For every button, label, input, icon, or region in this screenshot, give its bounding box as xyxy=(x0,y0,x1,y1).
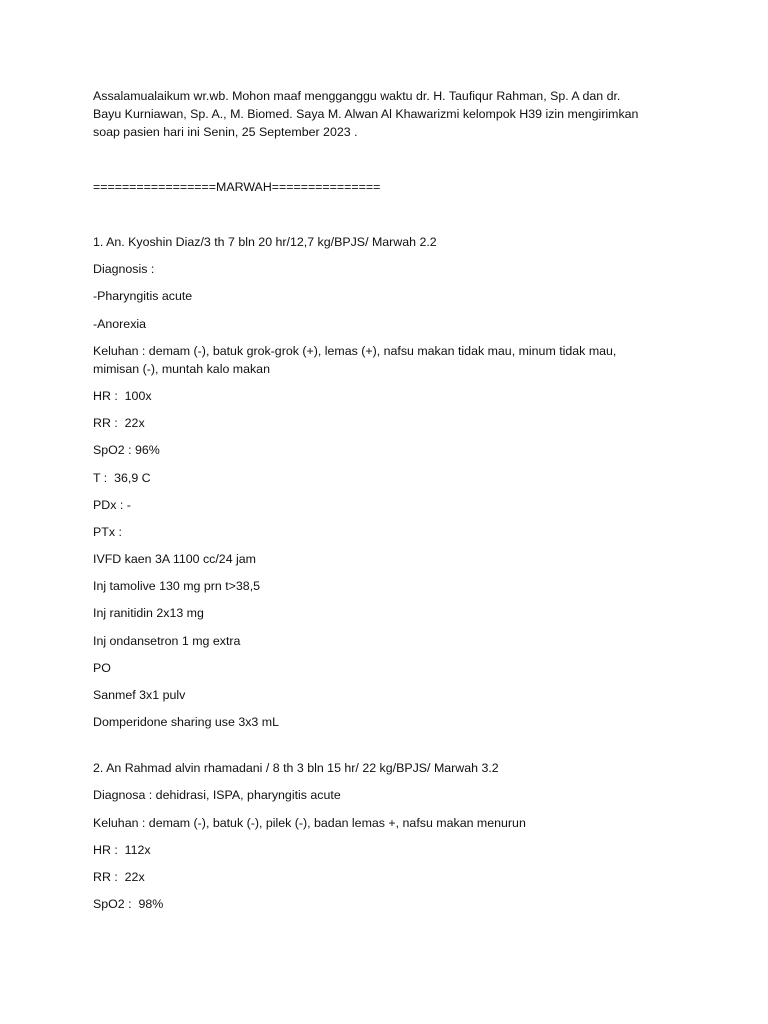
patient-1-line: PDx : - xyxy=(93,497,131,512)
patient-1-header: 1. An. Kyoshin Diaz/3 th 7 bln 20 hr/12,7 kg/BPJS/ Marwah 2.2 xyxy=(93,235,437,249)
patient-1-line: PTx : xyxy=(93,524,122,539)
patient-1-line: -Anorexia xyxy=(93,316,147,331)
patient-2-line: HR : 112x xyxy=(93,842,151,857)
patient-1-line: -Pharyngitis acute xyxy=(93,289,193,304)
patient-1-section xyxy=(93,233,673,731)
patient-1-complaint: Keluhan : demam (-), batuk grok-grok (+), lemas (+), nafsu makan tidak mau, minum tidak mau, mimisan (-), muntah kalo makan xyxy=(93,343,617,376)
intro-paragraph: Assalamualaikum wr.wb. Mohon maaf mengganggu waktu dr. H. Taufiqur Rahman, Sp. A dan dr. Bayu Kurniawan, Sp. A., M. Biomed. Saya M. Alwan Al Khawarizmi kelompok H39 izin mengirimkan soap pasien hari ini Senin, 25 September 2023 . xyxy=(93,89,639,139)
patient-1-line: SpO2 : 96% xyxy=(93,443,160,458)
patient-1-line: Inj ranitidin 2x13 mg xyxy=(93,606,204,621)
patient-1-line: Inj ondansetron 1 mg extra xyxy=(93,633,241,648)
patient-2-section xyxy=(93,759,673,913)
patient-1-line: Domperidone sharing use 3x3 mL xyxy=(93,715,279,730)
patient-1-line: HR : 100x xyxy=(93,388,152,403)
patient-2-line: Keluhan : demam (-), batuk (-), pilek (-), badan lemas +, nafsu makan menurun xyxy=(93,815,526,830)
document-content xyxy=(93,87,673,922)
patient-2-line: SpO2 : 98% xyxy=(93,897,164,912)
patient-2-line: Diagnosa : dehidrasi, ISPA, pharyngitis acute xyxy=(93,788,341,803)
patient-1-line: RR : 22x xyxy=(93,416,145,431)
patient-2-header: 2. An Rahmad alvin rhamadani / 8 th 3 bln 15 hr/ 22 kg/BPJS/ Marwah 3.2 xyxy=(93,761,499,776)
patient-1-line: Sanmef 3x1 pulv xyxy=(93,688,186,702)
patient-1-line: Inj tamolive 130 mg prn t>38,5 xyxy=(93,579,261,594)
patient-1-line: PO xyxy=(93,660,111,675)
patient-1-line: Diagnosis : xyxy=(93,262,155,277)
section-separator-marwah: =================MARWAH=============== xyxy=(93,180,381,194)
patient-1-line: T : 36,9 C xyxy=(93,470,151,485)
patient-1-line: IVFD kaen 3A 1100 cc/24 jam xyxy=(93,552,257,567)
patient-2-line: RR : 22x xyxy=(93,869,145,884)
